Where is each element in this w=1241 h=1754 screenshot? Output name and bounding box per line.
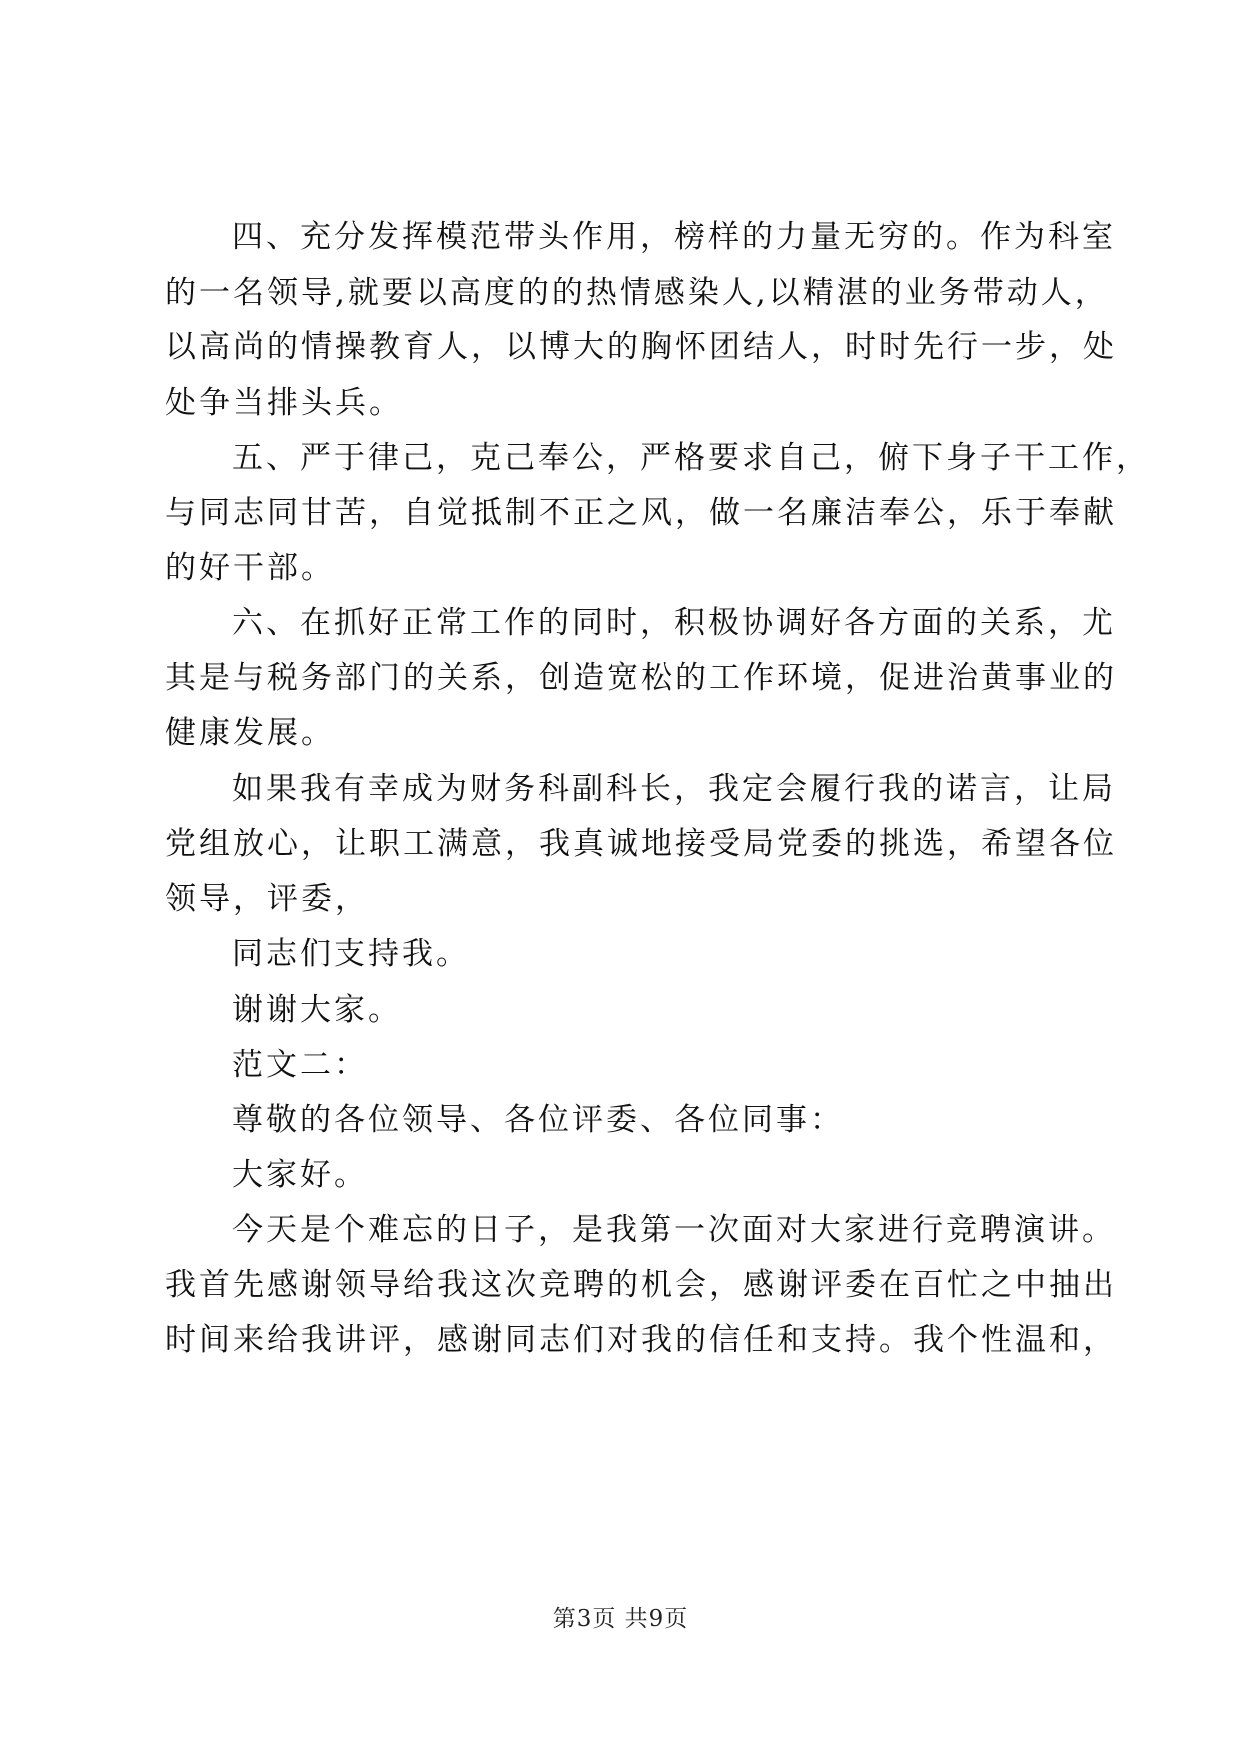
text-line: 处争当排头兵。	[165, 385, 403, 421]
page-number-footer: 第3页 共9页	[552, 1606, 689, 1632]
text-line: 谢谢大家。	[232, 992, 402, 1028]
text-line: 党组放心，让职工满意，我真诚地接受局党委的挑选，希望各位	[165, 826, 1117, 862]
text-line: 的好干部。	[165, 550, 335, 586]
section-heading: 范文二：	[232, 1047, 368, 1083]
text-line: 今天是个难忘的日子，是我第一次面对大家进行竞聘演讲。	[232, 1212, 1116, 1248]
text-line: 大家好。	[232, 1157, 368, 1193]
text-line: 健康发展。	[165, 715, 335, 751]
text-line: 尊敬的各位领导、各位评委、各位同事：	[232, 1102, 844, 1138]
text-line: 六、在抓好正常工作的同时，积极协调好各方面的关系，尤	[232, 605, 1116, 641]
text-line: 四、充分发挥模范带头作用，榜样的力量无穷的。作为科室	[232, 219, 1116, 255]
text-line: 时间来给我讲评，感谢同志们对我的信任和支持。我个性温和，	[165, 1322, 1117, 1358]
text-line: 五、严于律己，克己奉公，严格要求自己，俯下身子干工作，	[232, 440, 1150, 476]
text-line: 我首先感谢领导给我这次竞聘的机会，感谢评委在百忙之中抽出	[165, 1267, 1117, 1303]
text-line: 与同志同甘苦，自觉抵制不正之风，做一名廉洁奉公，乐于奉献	[165, 495, 1117, 531]
text-line: 的一名领导,就要以高度的的热情感染人,以精湛的业务带动人，	[165, 275, 1109, 311]
text-line: 同志们支持我。	[232, 936, 470, 972]
text-line: 以高尚的情操教育人，以博大的胸怀团结人，时时先行一步，处	[165, 329, 1117, 365]
text-line: 如果我有幸成为财务科副科长，我定会履行我的诺言，让局	[232, 771, 1116, 807]
text-line: 其是与税务部门的关系，创造宽松的工作环境，促进治黄事业的	[165, 660, 1117, 696]
text-line: 领导，评委，	[165, 881, 369, 917]
